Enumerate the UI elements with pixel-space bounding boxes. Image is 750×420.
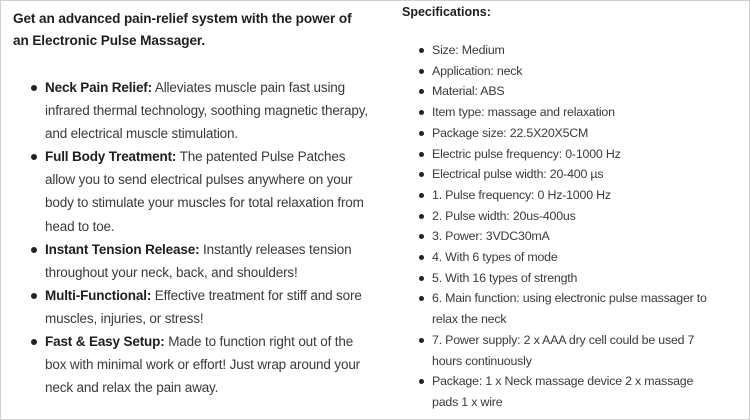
feature-item (13, 76, 368, 145)
specifications-title: Specifications: (402, 5, 491, 19)
bullet-icon (419, 48, 424, 53)
spec-item (402, 288, 722, 329)
spec-text: Item type: massage and relaxation (432, 105, 615, 120)
feature-title: Neck Pain Relief: (45, 80, 152, 95)
spec-text: 2. Pulse width: 20us-400us (432, 208, 576, 223)
spec-text: Package size: 22.5X20X5CM (432, 125, 589, 140)
spec-item (402, 206, 722, 227)
feature-item (13, 145, 368, 237)
spec-item (402, 164, 722, 185)
bullet-icon (419, 172, 424, 177)
spec-item (402, 81, 722, 102)
spec-text: Electrical pulse width: 20-400 µs (432, 167, 604, 182)
product-headline: Get an advanced pain-relief system with the power of an Electronic Pulse Massager. (13, 11, 352, 48)
spec-text: 3. Power: 3VDC30mA (432, 229, 550, 244)
spec-text: 4. With 6 types of mode (432, 250, 558, 265)
bullet-icon (419, 131, 424, 136)
spec-text: Package: 1 x Neck massage device 2 x massage pads 1 x wire (432, 374, 694, 409)
feature-title: Fast & Easy Setup: (45, 334, 165, 350)
specifications-panel (402, 4, 722, 413)
spec-item (402, 330, 722, 371)
feature-item (13, 284, 368, 330)
feature-text: The patented Pulse Patches allow you to send electrical pulses anywhere on your body to stimulate your muscles for total relaxation from head to toe. (45, 149, 364, 234)
feature-text: Instantly releases tension throughout your neck, back, and shoulders! (45, 241, 352, 280)
spec-text: Electric pulse frequency: 0-1000 Hz (432, 146, 621, 161)
spec-item (402, 268, 722, 289)
feature-text: Alleviates muscle pain fast using infrared thermal technology, soothing magnetic therapy, and electrical muscle stimulation. (45, 80, 368, 142)
spec-text: Application: neck (432, 63, 523, 78)
bullet-icon (419, 89, 424, 94)
bullet-icon (419, 193, 424, 198)
feature-list (13, 76, 368, 399)
bullet-icon (419, 296, 424, 301)
feature-item (13, 238, 368, 284)
spec-item (402, 226, 722, 247)
bullet-icon (419, 110, 424, 115)
specification-list (402, 40, 722, 413)
spec-text: 5. With 16 types of strength (432, 270, 578, 285)
bullet-icon (31, 247, 37, 253)
spec-item (402, 61, 722, 82)
spec-item (402, 371, 722, 412)
bullet-icon (419, 379, 424, 384)
spec-item (402, 185, 722, 206)
bullet-icon (31, 85, 37, 91)
feature-title: Instant Tension Release: (45, 241, 200, 257)
product-description (13, 8, 368, 399)
spec-item (402, 40, 722, 61)
bullet-icon (31, 339, 37, 345)
feature-title: Multi-Functional: (45, 287, 152, 303)
bullet-icon (419, 338, 424, 343)
spec-item (402, 123, 722, 144)
bullet-icon (419, 276, 424, 281)
feature-title: Full Body Treatment: (45, 149, 177, 165)
feature-text: Made to function right out of the box with minimal work or effort! Just wrap around your neck and relax the pain away. (45, 334, 361, 396)
spec-text: 7. Power supply: 2 x AAA dry cell could be used 7 hours continuously (432, 332, 695, 368)
bullet-icon (419, 255, 424, 260)
spec-item (402, 102, 722, 123)
bullet-icon (419, 152, 424, 157)
bullet-icon (31, 293, 37, 299)
bullet-icon (419, 69, 424, 74)
spec-text: Size: Medium (432, 43, 505, 57)
feature-text: Effective treatment for stiff and sore muscles, injuries, or stress! (45, 287, 362, 326)
spec-item (402, 144, 722, 165)
spec-text: 6. Main function: using electronic pulse massager to relax the neck (432, 291, 707, 327)
spec-text: Material: ABS (432, 84, 505, 99)
spec-item (402, 247, 722, 268)
feature-item (13, 330, 368, 399)
bullet-icon (31, 154, 37, 160)
bullet-icon (419, 234, 424, 239)
spec-text: 1. Pulse frequency: 0 Hz-1000 Hz (432, 187, 611, 202)
bullet-icon (419, 214, 424, 219)
